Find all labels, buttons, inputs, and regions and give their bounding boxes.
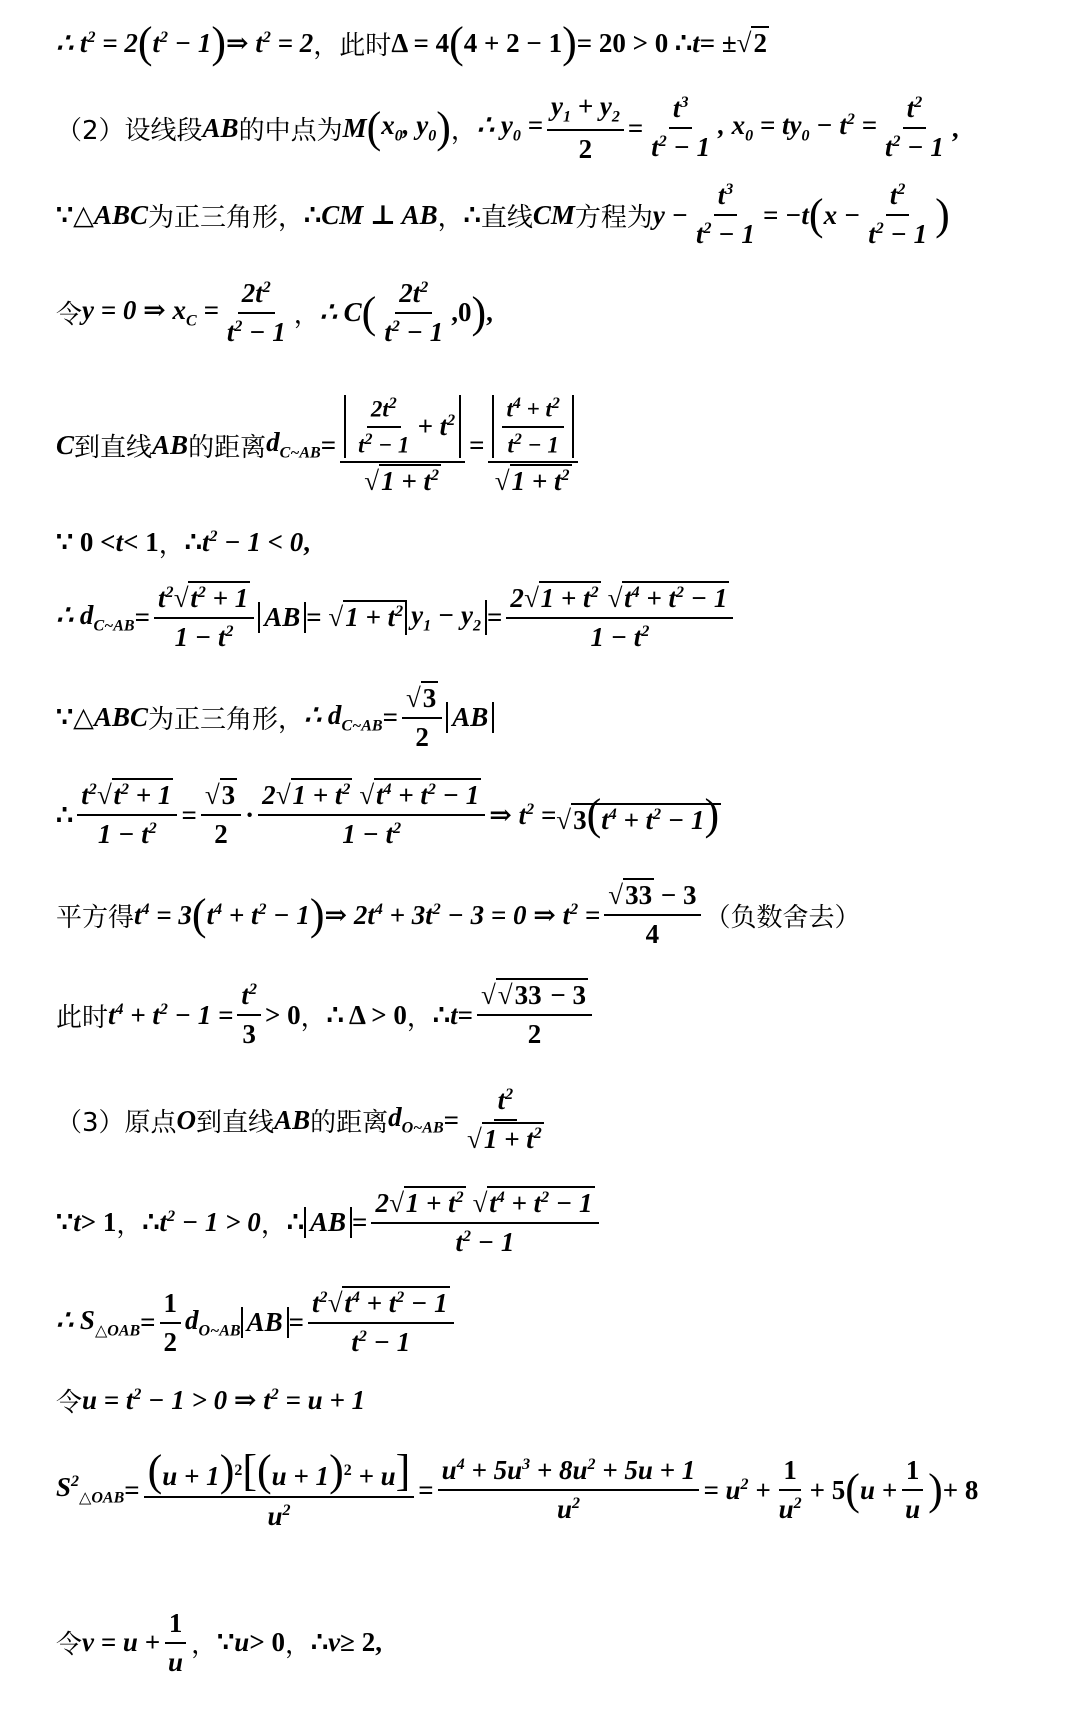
equation-line-14: ∴ $S_{\triangle OAB}$ = $\frac{1}{2}$ $d_{O\sim AB}$ AB = $\frac{t^2√t^4 + t^2 - 1}{t^2 - 1}$ — [56, 1280, 1060, 1365]
equation-line-3: ∵△ ABC 为正三角形， ∴ CM ⊥ AB ， ∴ 直线 CM 方程为 y − $\frac{t^3}{t^2 - 1}$ = −t ( x − $\frac{t^2}{t^2 - 1}$ ) — [56, 180, 950, 249]
equation-line-8: ∵△ ABC 为正三角形， ∴ $d_{C\sim AB}$ = $\frac{√3}{2}$ AB — [56, 675, 1060, 760]
equation-line-9: ∴ $\frac{t^2√t^2 + 1}{1 - t^2}$ = $\frac{√3}{2}$ · $\frac{2√1 + t^2 √t^4 + t^2 - 1}{1 - t^2}$ ⇒ $t^2$ = $√3(t^4 + t^2 - 1)$ — [56, 780, 720, 849]
equation-line-13: ∵ t > 1 ， ∴ $t^2 - 1 > 0$ ， ∴ AB = $\frac{2√1 + t^2 √t^4 + t^2 - 1}{t^2 - 1}$ — [56, 1180, 1060, 1265]
equation-line-5: C 到直线 AB 的距离 $d_{C\sim AB}$ = $\frac{2t^2}{t^2 - 1}$ + $t^2$ $√1 + t^2$ = $\frac{\frac{t^4 + t^2}{t^2 - 1}}{√1 + t^2}$ — [56, 375, 1060, 515]
equation-line-10: 平方得 $t^4 = 3$ ( $t^4 + t^2 - 1$ ) ⇒ $2t^4 + 3t^2 - 3 = 0$ ⇒ $t^2$ = $\frac{√33 - 3}{4}$ （负数舍去） — [56, 880, 861, 949]
equation-line-1: ∴ $t^2 = 2$ ( $t^2 - 1$ ) ⇒ $t^2 = 2$ ，此时 Δ = 4 ( 4 + 2 − 1 ) = 20 > 0 ∴ t = ±√2 — [56, 18, 767, 67]
equation-line-16: $S^2_{\triangle OAB}$ = $\frac{(u + 1)^2[(u + 1)^2 + u]}{u^2}$ = $\frac{u^4 + 5u^3 + 8u^2 + 5u + 1}{u^2}$ = $u^2$ + $\frac{1}{u^2}$ + 5 ( u + $\frac{1}{u}$ ) + 8 — [56, 1445, 979, 1531]
equation-line-17: 令 v = u + $\frac{1}{u}$ ， ∵ u > 0 ， ∴ v ≥ 2 , — [56, 1607, 382, 1677]
equation-line-4: 令 y = 0 ⇒ $x_C$ = $\frac{2t^2}{t^2 - 1}$ ， ∴ C ( $\frac{2t^2}{t^2 - 1}$ ,0 ) , — [56, 277, 493, 347]
equation-line-12: （3）原点 O 到直线 AB 的距离 $d_{O\sim AB}$ = $\frac{t^2}{√1 + t^2}$ — [56, 1085, 542, 1154]
equation-line-6: ∵ 0 < t < 1 ， ∴ $t^2 - 1 < 0$ , — [56, 527, 310, 560]
equation-line-15: 令 $u = t^2 - 1 > 0$ ⇒ $t^2 = u + 1$ — [56, 1384, 366, 1418]
equation-line-11: 此时 $t^4 + t^2 - 1$ = $\frac{t^2}{3}$ > 0 ， ∴ Δ > 0 ， ∴ t = $\frac{√√33 - 3}{2}$ — [56, 970, 1060, 1060]
equation-line-7: ∴ $d_{C\sim AB}$ = $\frac{t^2√t^2 + 1}{1 - t^2}$ AB = $√1 + t^2$ $y_1 - y_2$ = $\frac{2√1 + t^2 √t^4 + t^2 - 1}{1 - t^2}$ — [56, 575, 1060, 660]
equation-line-2: （2）设线段 AB 的中点为 M ( $x_0$, $y_0$ ) ， ∴ $y_0$ = $\frac{y_1 + y_2}{2}$ = $\frac{t^3}{t^2 - 1}$ , $x_0 = ty_0 - t^2$ = $\frac{t^2}{t^2 - 1}$ , — [56, 90, 959, 165]
